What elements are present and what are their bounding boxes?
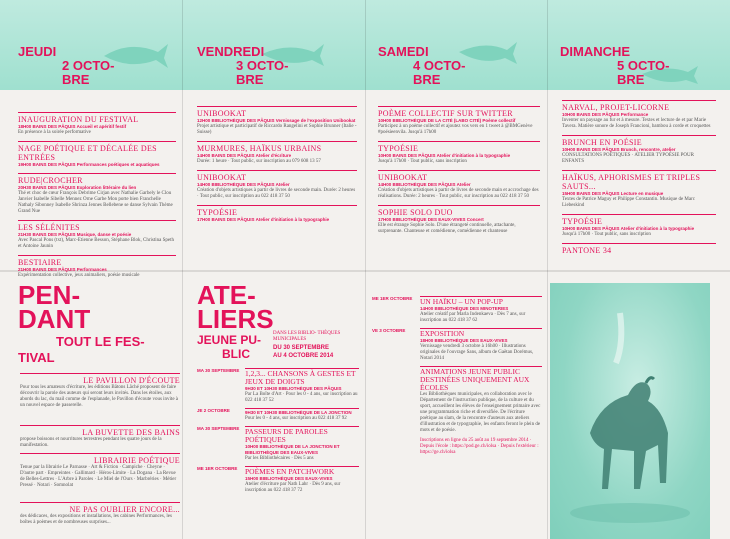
event-item	[197, 141, 357, 165]
atelier-desc: Atelier d'écriture par Nath Lahr · Dès 9 ans, sur inscription au 022 418 37 72	[245, 482, 341, 493]
pendant-section	[20, 373, 180, 409]
event-desc: Jusqu'à 17h00 · Tout public, sans inscription	[562, 232, 651, 237]
pendant-sub-2: TIVAL	[18, 350, 55, 365]
section-title: NE PAS OUBLIER ENCORE...	[20, 502, 180, 514]
event-item	[18, 141, 176, 168]
atelier-desc: Les Bibliothèques municipales, en collaboration avec le Département de l'instruction publique, de la culture et du sport, accueillent les élèves de l'enseignement primaire avec une programmation riche et diversifiée. De l'écriture poétique au slam, de la rencontre d'auteurs aux ateliers d'illustration et de typographie, les enfants feront le plein de mots et de poésie.	[420, 392, 541, 433]
atelier-date: MA 30 SEPTEMBRE	[197, 368, 240, 373]
ateliers-sub-1: JEUNE PU-	[197, 333, 262, 347]
event-title: MURMURES, HAÏKUS URBAINS	[197, 141, 357, 153]
event-meta: 12H00 BIBLIOTHÈQUE DES PÂQUIS Vernissage de l'exposition Unibookat	[197, 118, 356, 123]
event-item	[18, 112, 176, 136]
atelier-meta: 14H00 BIBLIOTHÈQUE DES MINOTERIES	[420, 306, 509, 311]
event-meta: 17H00 BIBLIOTHÈQUE DES EAUX-VIVES Concert	[378, 217, 484, 222]
event-meta: 18H00 BAINS DES PÂQUIS Accueil et apéritif festif	[18, 124, 127, 129]
pendant-sub-1: TOUT LE FES-	[56, 334, 145, 349]
event-meta: 21H00 BAINS DES PÂQUIS Performances	[18, 267, 107, 272]
event-item	[562, 100, 716, 130]
day-thursday-date: 2 OCTO-	[62, 58, 115, 73]
event-meta: 14H00 BIBLIOTHÈQUE DES PÂQUIS Atelier	[378, 182, 471, 187]
event-desc: Expérimentation collective, jeux animaliers, poésie musicale	[18, 273, 140, 278]
event-item	[562, 170, 716, 209]
event-title: UNIBOOKAT	[378, 170, 540, 182]
section-title: LE PAVILLON D'ÉCOUTE	[20, 373, 180, 385]
day-thursday: JEUDI	[18, 44, 57, 59]
event-title: NARVAL, PROJET-LICORNE	[562, 100, 716, 112]
atelier-row	[197, 466, 359, 494]
event-item	[18, 220, 176, 250]
friday-events	[197, 106, 357, 268]
sunday-events	[562, 100, 716, 268]
event-meta: 14H00 BAINS DES PÂQUIS Atelier d'écriture	[197, 153, 292, 158]
event-title: UNIBOOKAT	[197, 170, 357, 182]
event-desc: Projet artistique et participatif de Riccardo Rangelini et Sophie Brunner (Italie - Suisse)	[197, 124, 357, 135]
event-desc: En présence à la soirée performative	[18, 130, 91, 135]
event-title: POÈME COLLECTIF SUR TWITTER	[378, 106, 540, 118]
pendant-title-2: DANT	[18, 304, 91, 334]
event-meta: 10H00 BAINS DES PÂQUIS Performance	[562, 112, 649, 117]
event-title: HAÏKUS, APHORISMES ET TRIPLES SAUTS...	[562, 170, 716, 191]
atelier-desc: Vernissage vendredi 3 octobre à 16h00 · Illustrations originales de l'ouvrage Sans, album de Gaëtan Dorémus, Notari 2014	[420, 344, 534, 361]
event-desc: Textes de Patrice Maguy et Philippe Constantin. Musique de Marc Liebeskind	[562, 197, 695, 208]
event-desc: Création d'objets artistiques à partir de livres de seconde main. Durée: 2 heures · Tout public, sur inscription au 022 418 37 50	[197, 188, 356, 199]
day-saturday-date: 4 OCTO-	[413, 58, 466, 73]
event-title: TYPOÉSIE	[562, 214, 716, 226]
event-title: PANTONE 34	[562, 243, 716, 255]
day-saturday-date2: BRE	[413, 72, 441, 87]
pendant-section	[20, 502, 180, 526]
atelier-date: VE 3 OCTOBRE	[372, 328, 406, 333]
event-desc: Avec Pascal Pons (txt), Marc-Etienne Besson, Stéphane Blok, Christina Speth et Antoine Jaunin	[18, 238, 174, 249]
atelier-row	[197, 368, 359, 404]
section-text: des dédicaces, des expositions et installations, les cabines Performances, les boîtes à poèmes et de nombreuses surprises...	[20, 514, 172, 525]
event-meta: 10H00 BIBLIOTHÈQUE DE LA CITÉ (LABO CITÉ) Poème collectif	[378, 118, 516, 123]
event-title: BESTIAIRE	[18, 255, 176, 267]
event-item	[197, 106, 357, 136]
section-text: propose boissons et nourritures terrestres pendant les quatre jours de la manifestation.	[20, 437, 162, 448]
event-desc: Participez à un poème collectif et ajoutez vos vers en 1 tweet à @BMGenève #poésieenvila. Jusqu'à 17h00	[378, 124, 533, 135]
event-title: SOPHIE SOLO DUO	[378, 205, 540, 217]
ateliers-range-2: AU 4 OCTOBRE 2014	[273, 353, 334, 359]
event-desc: CONSULTATIONS POÉTIQUES · ATELIER TYPOÉSIE POUR ENFANTS	[562, 153, 694, 164]
atelier-title: ANIMATIONS JEUNE PUBLIC DESTINÉES UNIQUEMENT AUX ÉCOLES	[420, 366, 542, 392]
atelier-date: JE 2 OCTOBRE	[197, 408, 230, 413]
section-text: Pour tous les amateurs d'écriture, les éditions Bâtons Lâché proposent de faire découvrir la parole des auteurs qui seront leurs invités. Dans les étoiles, aux abords du lac, du mail comme de l'esplanade, le Pavillon d'écoute vous invite à un nouvel espace de passerelle.	[20, 385, 179, 408]
atelier-desc: Atelier créatif par Marla Indenkaeva · Dès 7 ans, sur inscription au 022 418 37 62	[420, 312, 526, 323]
day-saturday: SAMEDI	[378, 44, 429, 59]
atelier-meta: 10H00 BIBLIOTHÈQUE DE LA JONCTION ET BIBLIOTHÈQUE DES EAUX-VIVES	[245, 444, 340, 455]
event-meta: 20H30 BAINS DES PÂQUIS Exploration littéraire du lien	[18, 185, 137, 190]
event-item	[378, 106, 540, 136]
day-sunday-date: 5 OCTO-	[617, 58, 670, 73]
atelier-meta: 18H00 BIBLIOTHÈQUE DES EAUX-VIVES	[420, 338, 508, 343]
event-item	[18, 173, 176, 215]
event-meta: 15H00 BAINS DES PÂQUIS Lecture en musique	[562, 191, 664, 196]
event-item	[562, 214, 716, 238]
atelier-row	[197, 426, 359, 462]
atelier-title: EXPOSITION	[420, 328, 542, 338]
atelier-row	[372, 438, 542, 456]
thursday-events	[18, 112, 176, 278]
pendant-section	[20, 453, 180, 489]
day-sunday: DIMANCHE	[560, 44, 631, 59]
atelier-meta: 15H00 BIBLIOTHÈQUE DES EAUX-VIVES	[245, 476, 333, 481]
event-item	[197, 170, 357, 200]
ateliers-range-1: DU 30 SEPTEMBRE	[273, 345, 330, 351]
event-meta: 21H30 BAINS DES PÂQUIS Musique, danse et poésie	[18, 232, 132, 237]
event-title: NAGE POÉTIQUE ET DÉCALÉE DES ENTRÉES	[18, 141, 176, 162]
event-desc: Inventer un paysage au fur et à mesure. Textes et lecture de et par Marie Tavera. Matière sonore de Joseph Francioni, bambou à corde et croquettes	[562, 118, 711, 129]
event-item	[18, 255, 176, 279]
event-desc: Thé et choc de cœur François Debrime Cirjan avec Nathalie Garbely le Clou Janvier Isabelle Sibelle Mennez Orne Garbe Mon porte bien Franchelle Nathaly Sibonney Isabelle Shrinza Jennes Bellebene se danse Sylvain Thème Grand Nue	[18, 191, 173, 214]
event-desc: Jusqu'à 17h00 · Tout public, sans inscription	[378, 159, 467, 164]
day-sunday-date2: BRE	[617, 72, 645, 87]
event-item	[562, 135, 716, 165]
event-title: UNIBOOKAT	[197, 106, 357, 118]
event-meta: 14H00 BIBLIOTHÈQUE DES PÂQUIS Atelier	[197, 182, 290, 187]
atelier-title: POÈMES EN PATCHWORK	[245, 466, 359, 476]
atelier-meta: 9H30 ET 10H30 BIBLIOTHÈQUE DES PÂQUIS	[245, 386, 342, 391]
event-title: RUDE|CROCHER	[18, 173, 176, 185]
ateliers-note: DANS LES BIBLIO- THÈQUES MUNICIPALES	[273, 331, 341, 342]
day-friday: VENDREDI	[197, 44, 265, 59]
horse-illustration-icon	[550, 283, 710, 539]
day-thursday-date2: BRE	[62, 72, 90, 87]
event-meta: 10H00 BAINS DES PÂQUIS Brunch, rencontre, atelier	[562, 147, 676, 152]
event-meta: 10H00 BAINS DES PÂQUIS Atelier d'initiation à la typographie	[562, 226, 695, 231]
atelier-desc: Pour les 0 - 4 ans, sur inscription au 022 418 37 92	[245, 416, 347, 421]
event-title: TYPOÉSIE	[378, 141, 540, 153]
day-friday-date2: BRE	[236, 72, 264, 87]
atelier-desc: Par La Boîte d'Art · Pour les 0 - 4 ans, sur inscription au 022 418 37 52	[245, 392, 358, 403]
event-item	[378, 141, 540, 165]
event-item	[562, 243, 716, 255]
event-desc: Durée: 1 heure · Tout public, sur inscription au 079 608 13 57	[197, 159, 321, 164]
ateliers-sub-2: BLIC	[222, 347, 250, 361]
atelier-desc: Par les Bibliothécaires · Dès 5 ans	[245, 456, 314, 461]
pendant-section	[20, 425, 180, 449]
day-friday-date: 3 OCTO-	[236, 58, 289, 73]
event-title: TYPOÉSIE	[197, 205, 357, 217]
atelier-title: 1,2,3... CHANSONS À GESTES ET JEUX DE DOIGTS	[245, 368, 359, 386]
atelier-row	[372, 366, 542, 434]
atelier-date: ME 1ER OCTOBRE	[372, 296, 413, 301]
atelier-row	[197, 408, 359, 422]
atelier-row	[372, 328, 542, 362]
horse-photo	[550, 283, 710, 539]
event-desc: Elle est étrange Sophie Solo. D'une étrangeté continuelle, attachante, surprenante. Chanteuse et comédienne, comédienne et chanteuse	[378, 223, 516, 234]
event-title: BRUNCH EN POÉSIE	[562, 135, 716, 147]
saturday-events	[378, 106, 540, 268]
event-item	[197, 205, 357, 223]
event-item	[378, 205, 540, 235]
event-title: LES SÉLÉNITES	[18, 220, 176, 232]
atelier-desc: Inscriptions en ligne du 25 août au 19 septembre 2014 · Depuis l'école : https://pod.ge.ch/iolsa · Depuis l'extérieur : https://ge.ch/iolsa	[420, 438, 539, 455]
school-activities	[372, 296, 542, 536]
section-title: LIBRAIRIE POÉTIQUE	[20, 453, 180, 465]
ateliers-title-2: LIERS	[197, 304, 274, 334]
event-meta: 10H00 BAINS DES PÂQUIS Atelier d'initiation à la typographie	[378, 153, 511, 158]
atelier-date: ME 1ER OCTOBRE	[197, 466, 238, 471]
event-desc: Création d'objets artistiques à partir de livres de seconde main et accrochage des réalisations. Durée: 2 heures · Tout public, sur inscription au 022 418 37 50	[378, 188, 539, 199]
atelier-date: MA 30 SEPTEMBRE	[197, 426, 240, 431]
ateliers-title-1: ATE-	[197, 280, 256, 310]
pendant-title-1: PEN-	[18, 280, 81, 310]
atelier-title: UN HAÏKU – UN POP-UP	[420, 296, 542, 306]
atelier-meta: 9H30 ET 10H30 BIBLIOTHÈQUE DE LA JONCTION	[245, 408, 359, 416]
event-title: INAUGURATION DU FESTIVAL	[18, 112, 176, 124]
event-meta: 19H00 BAINS DES PÂQUIS Performances poétiques et aquatiques	[18, 162, 160, 167]
atelier-title: PASSEURS DE PAROLES POÉTIQUES	[245, 426, 359, 444]
event-meta: 17H00 BAINS DES PÂQUIS Atelier d'initiation à la typographie	[197, 217, 330, 222]
event-item	[378, 170, 540, 200]
section-text: Tenue par la librairie Le Parnasse · Art & Fiction · Campiche · Cheyne · D'autre part · Empreintes · Gallimard · Héros-Limite · La Dogana · La Revue de Belles-Lettres · L'Arbre à Paroles · Le Miel de l'Ours · Marbréries · Métier Pressé · Notari · Somnolat	[20, 465, 177, 488]
ateliers-list	[197, 368, 359, 536]
atelier-row	[372, 296, 542, 324]
section-title: LA BUVETTE DES BAINS	[20, 425, 180, 437]
